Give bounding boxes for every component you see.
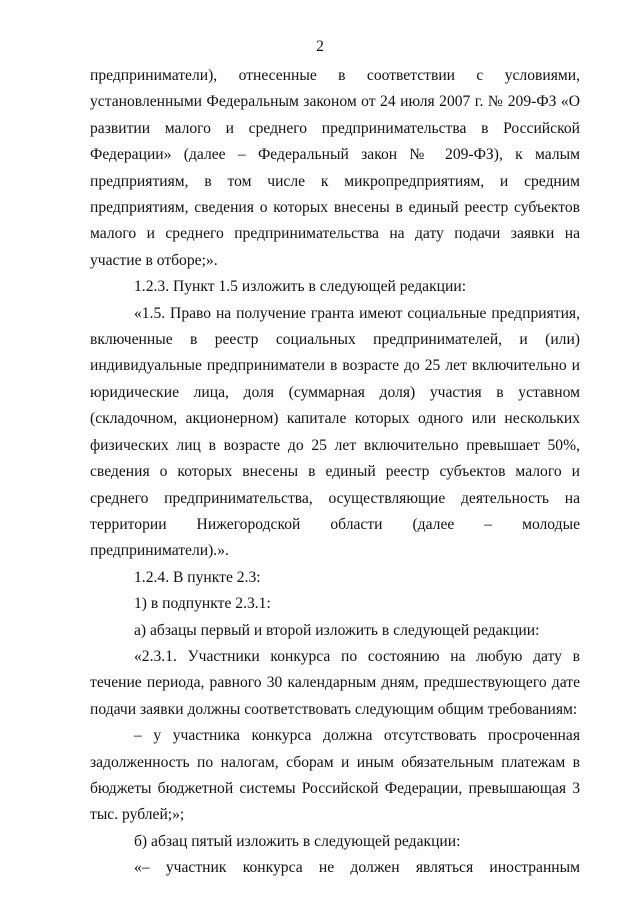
paragraph: б) абзац пятый изложить в следующей редакции: [134, 832, 461, 850]
paragraph: 1.2.3. Пункт 1.5 изложить в следующей редакции: [134, 278, 467, 296]
paragraph: 1.2.4. В пункте 2.3: [134, 568, 261, 586]
paragraph: а) абзацы первый и второй изложить в следующей редакции: [134, 621, 540, 639]
paragraph: предприниматели), отнесенные в соответствии с условиями, установленными Федеральным законом от 24 июля 2007 г. № 209-ФЗ «О развитии малого и среднего предпринимательства в Российской Федерации» (далее – Федеральный закон № 209-ФЗ), к малым предприятиям, в том числе к микропредприятиям, и средним предприятиям, сведения о которых внесены в единый реестр субъектов малого и среднего предпринимательства на дату подачи заявки на участие в отборе;». [90, 67, 580, 269]
paragraph: «– участник конкурса не должен являться иностранным [134, 859, 580, 877]
paragraph: – у участника конкурса должна отсутствовать просроченная задолженность по налогам, сборам и иным обязательным платежам в бюджеты бюджетной системы Российской Федерации, превышающая 3 тыс. рублей;»; [90, 727, 580, 824]
paragraph: «2.3.1. Участники конкурса по состоянию на любую дату в течение периода, равного 30 календарным дням, предшествующего дате подачи заявки должны соответствовать следующим общим требованиям: [90, 647, 580, 718]
page-number: 2 [316, 38, 324, 55]
paragraph: 1) в подпункте 2.3.1: [134, 595, 271, 613]
paragraph: «1.5. Право на получение гранта имеют социальные предприятия, включенные в реестр социальных предпринимателей, и (или) индивидуальные предприниматели в возрасте до 25 лет включительно и юридические лица, доля (суммарная доля) участия в уставном (складочном, акционерном) капитале которых одного или нескольких физических лиц в возрасте до 25 лет включительно превышает 50%, сведения о которых внесены в единый реестр субъектов малого и среднего предпринимательства, осуществляющие деятельность на территории Нижегородской области (далее – молодые предприниматели).». [90, 304, 580, 560]
document-body [90, 63, 580, 882]
